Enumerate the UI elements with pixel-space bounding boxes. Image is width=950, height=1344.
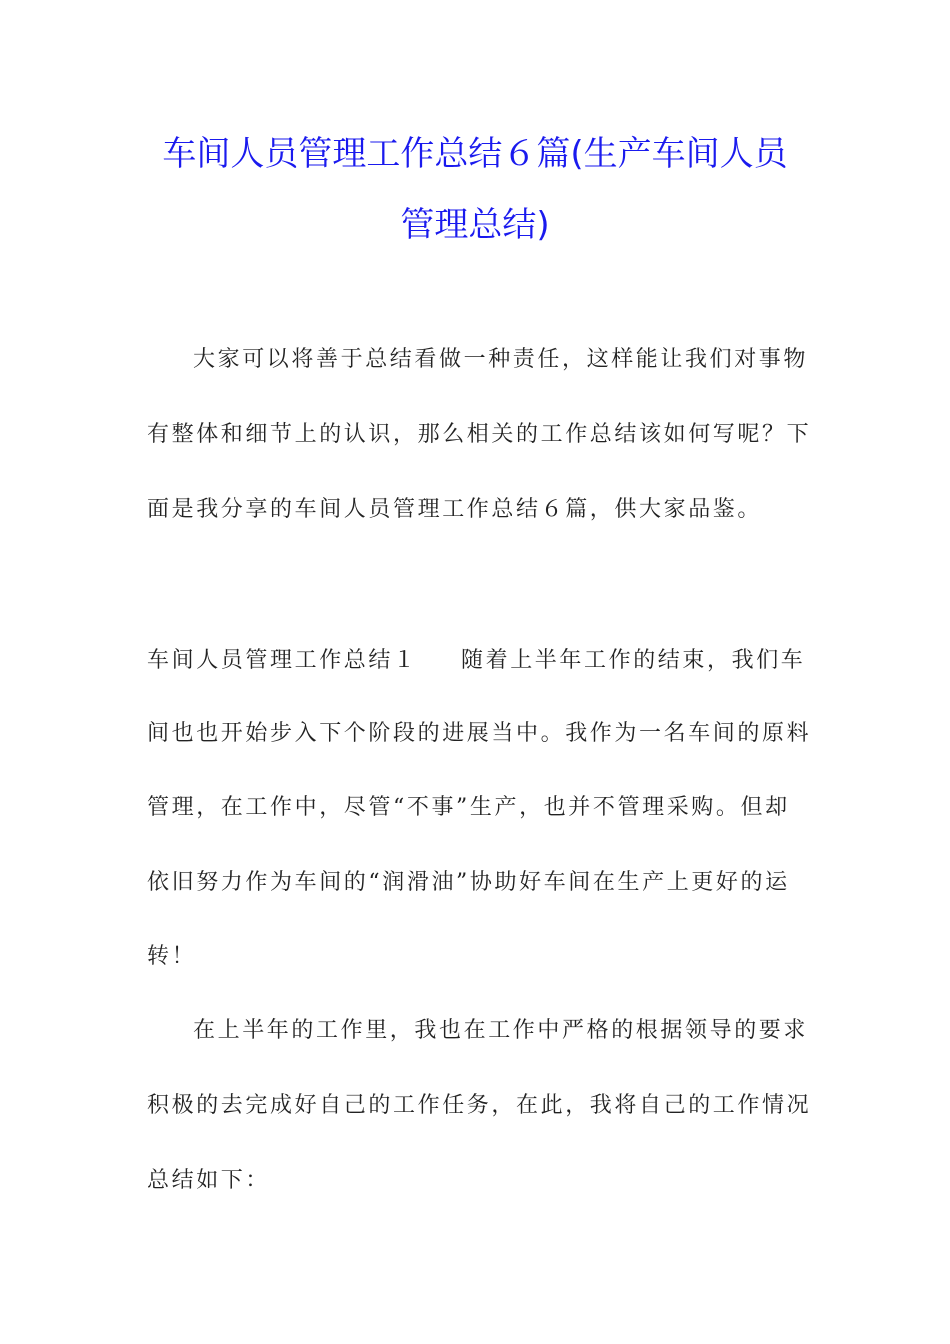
section-1-line-1: 随着上半年工作的结束，我们车 (461, 648, 806, 673)
intro-line-2: 有整体和细节上的认识，那么相关的工作总结该如何写呢？下 (147, 422, 812, 447)
paragraph-2-line-2: 积极的去完成好自己的工作任务，在此，我将自己的工作情况 (147, 1093, 812, 1118)
paragraph-2-line-3: 总结如下： (147, 1168, 271, 1193)
paragraph-2-line-1: 在上半年的工作里，我也在工作中严格的根据领导的要求 (193, 1018, 809, 1043)
section-1-line-5: 转！ (147, 944, 197, 969)
section-1-line-2: 间也也开始步入下个阶段的进展当中。我作为一名车间的原料 (147, 721, 812, 746)
document-title-line-2: 管理总结) (400, 205, 550, 245)
document-title-line-1: 车间人员管理工作总结６篇(生产车间人员 (162, 134, 788, 174)
section-1-heading: 车间人员管理工作总结１ (147, 648, 418, 673)
section-1-line-4: 依旧努力作为车间的“润滑油”协助好车间在生产上更好的运 (147, 870, 790, 895)
intro-line-1: 大家可以将善于总结看做一种责任，这样能让我们对事物 (193, 347, 809, 372)
section-1-line-3: 管理，在工作中，尽管“不事”生产，也并不管理采购。但却 (147, 795, 790, 820)
intro-line-3: 面是我分享的车间人员管理工作总结６篇，供大家品鉴。 (147, 497, 763, 522)
